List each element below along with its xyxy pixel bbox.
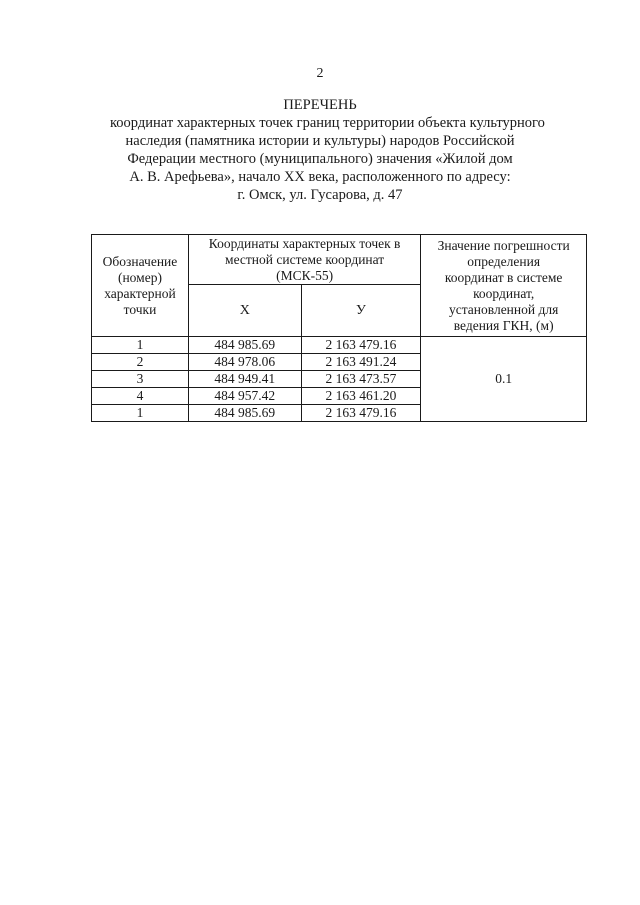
header-point-id [92, 235, 189, 337]
header-coords-group [188, 235, 420, 285]
header-error-line: определения [467, 253, 541, 269]
cell-y: 2 163 491.24 [301, 354, 421, 371]
cell-y: 2 163 479.16 [301, 405, 421, 422]
header-error-line: координат, [473, 285, 535, 301]
cell-y: 2 163 473.57 [301, 371, 421, 388]
cell-point-id: 1 [92, 405, 189, 422]
cell-point-id: 2 [92, 354, 189, 371]
cell-x: 484 978.06 [188, 354, 301, 371]
heading-line: г. Омск, ул. Гусарова, д. 47 [237, 187, 403, 203]
cell-point-id: 4 [92, 388, 189, 405]
cell-point-id: 3 [92, 371, 189, 388]
header-coords-line: Координаты характерных точек в [208, 235, 401, 251]
heading-line: А. В. Арефьева», начало XX века, расположенного по адресу: [129, 169, 511, 185]
cell-y: 2 163 479.16 [301, 337, 421, 354]
cell-error-value: 0.1 [421, 337, 587, 422]
cell-point-id: 1 [92, 337, 189, 354]
header-y: У [301, 285, 421, 337]
cell-x: 484 985.69 [188, 405, 301, 422]
table-header-row [92, 235, 587, 285]
heading-line: наследия (памятника истории и культуры) народов Российской [125, 133, 515, 149]
header-x: X [188, 285, 301, 337]
header-error-line: установленной для [448, 301, 559, 317]
header-error-line: ведения ГКН, (м) [453, 317, 554, 333]
header-point-id-line: характерной [104, 285, 176, 301]
header-coords-line: местной системе координат [225, 251, 385, 267]
header-error-line: Значение погрешности [437, 237, 570, 253]
header-error-line: координат в системе [444, 269, 563, 285]
cell-x: 484 985.69 [188, 337, 301, 354]
cell-y: 2 163 461.20 [301, 388, 421, 405]
page-number: 2 [316, 66, 324, 81]
cell-x: 484 957.42 [188, 388, 301, 405]
heading-title: ПЕРЕЧЕНЬ [283, 97, 357, 113]
header-point-id-line: (номер) [117, 269, 162, 285]
coordinates-table [91, 234, 587, 422]
document-heading [110, 96, 545, 204]
header-error [421, 235, 587, 337]
table-row [92, 337, 587, 354]
header-coords-line: (МСК-55) [276, 267, 334, 283]
header-point-id-line: Обозначение [102, 253, 178, 269]
cell-x: 484 949.41 [188, 371, 301, 388]
header-point-id-line: точки [123, 301, 157, 317]
heading-line: Федерации местного (муниципального) значения «Жилой дом [127, 151, 513, 167]
heading-line: координат характерных точек границ территории объекта культурного [110, 115, 545, 131]
